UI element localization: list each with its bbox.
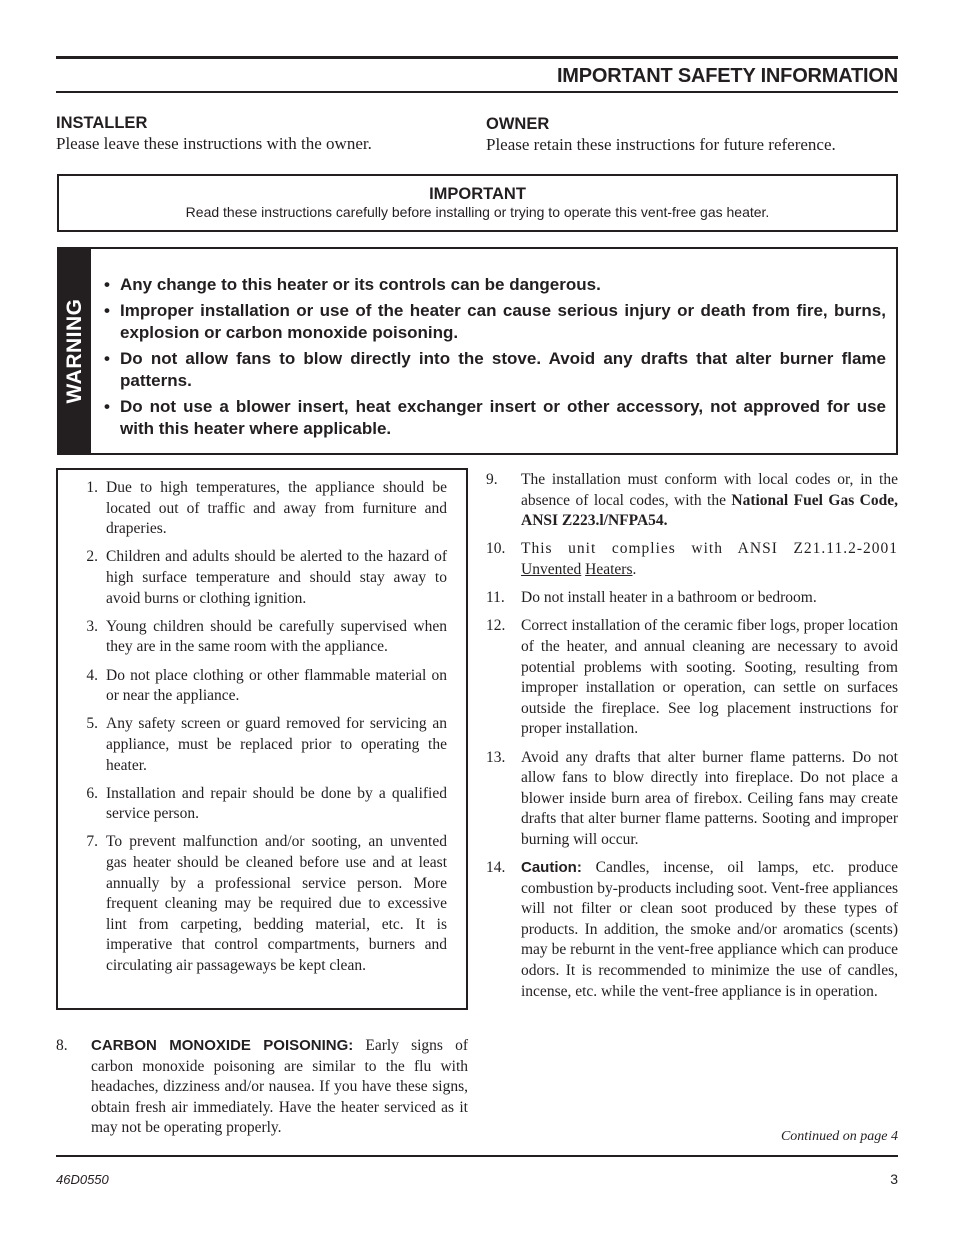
- bottom-rule: [56, 1155, 898, 1157]
- owner-text: Please retain these instructions for future reference.: [486, 135, 836, 154]
- co-poisoning-heading: CARBON MONOXIDE POISONING:: [91, 1037, 354, 1054]
- item-number: 14.: [486, 859, 506, 877]
- list-item: 12. Correct installation of the ceramic fiber logs, proper location of the heater, and annual cleaning are necessary to avoid potential problems with sooting. Sooting, resulting from improper installation or operation, can settle on surfaces outside the fireplace. See log placement instructions for proper installation.: [486, 617, 898, 738]
- item-number: 11.: [486, 589, 505, 607]
- title-rule: [56, 91, 898, 93]
- installer-text: Please leave these instructions with the owner.: [56, 134, 372, 153]
- item-number: 6.: [86, 784, 98, 802]
- important-notice: [57, 174, 898, 232]
- installer-heading: INSTALLER: [56, 114, 148, 132]
- item-number: 7.: [86, 833, 98, 851]
- co-poisoning-item: [56, 1036, 468, 1139]
- item-number: 2.: [86, 548, 98, 566]
- item-number: 10.: [486, 540, 506, 558]
- page-number: 3: [890, 1171, 898, 1187]
- warning-list: [104, 274, 886, 444]
- list-item: 9. The installation must conform with local codes or, in the absence of local codes, with the National Fuel Gas Code, ANSI Z223.l/NFPA54.: [486, 471, 898, 530]
- page-title: IMPORTANT SAFETY INFORMATION: [556, 65, 898, 87]
- item-number: 8.: [56, 1037, 68, 1054]
- bullet-icon: •: [104, 301, 110, 320]
- list-item: 4. Do not place clothing or other flammable material on or near the appliance.: [83, 666, 447, 707]
- item-number: 13.: [486, 748, 506, 766]
- list-item: 11. Do not install heater in a bathroom or bedroom.: [486, 588, 898, 609]
- item-number: 12.: [486, 617, 506, 635]
- important-title: IMPORTANT: [429, 185, 526, 203]
- bullet-icon: •: [104, 349, 110, 368]
- list-item: 13. Avoid any drafts that alter burner flame patterns. Do not allow fans to blow directly into fireplace. Do not place a blower inside burn area of firebox. Ceiling fans may create drafts that alter burner flame patterns. Sooting and improper burning will occur.: [486, 748, 898, 848]
- safety-list-box: [56, 468, 468, 1010]
- warning-band: [59, 249, 91, 453]
- warning-item: • Do not use a blower insert, heat exchanger insert or other accessory, not approved for use with this heater where applicable.: [104, 397, 886, 438]
- owner-heading: OWNER: [486, 115, 550, 133]
- bullet-icon: •: [104, 275, 110, 294]
- item-number: 5.: [86, 715, 98, 733]
- continued-note: Continued on page 4: [780, 1129, 898, 1144]
- warning-box: [57, 247, 898, 455]
- list-item: 2. Children and adults should be alerted to the hazard of high surface temperature and should stay away to avoid burns or clothing ignition.: [83, 547, 447, 609]
- list-item: 6. Installation and repair should be done by a qualified service person.: [83, 784, 447, 825]
- item-number: 3.: [86, 617, 98, 635]
- code-reference: National Fuel Gas Code, ANSI Z223.l/NFPA54.: [521, 491, 898, 530]
- safety-list-left: [83, 478, 447, 984]
- item-number: 1.: [86, 479, 98, 496]
- important-text: Read these instructions carefully before installing or trying to operate this vent-free gas heater.: [185, 204, 770, 220]
- list-item: 5. Any safety screen or guard removed for servicing an appliance, must be replaced prior to operating the heater.: [83, 714, 447, 776]
- list-item: 8. CARBON MONOXIDE POISONING: Early signs of carbon monoxide poisoning are similar to the flu with headaches, dizziness and/or nausea. If you have these signs, obtain fresh air immediately. Have the heater serviced as it may not be operating properly.: [56, 1037, 468, 1137]
- document-id: 46D0550: [56, 1172, 109, 1187]
- item-number: 4.: [86, 666, 98, 684]
- list-item: 7. To prevent malfunction and/or sooting, an unvented gas heater should be cleaned before use and at least annually by a professional service person. More frequent cleaning may be required due to excessive lint from carpeting, bedding material, etc. It is imperative that control compartments, burners and circulating air passageways be kept clean.: [83, 832, 447, 976]
- list-item: 10. This unit complies with ANSI Z21.11.2-2001 Unvented Heaters.: [486, 540, 898, 578]
- top-rule: [56, 56, 898, 59]
- warning-item: • Do not allow fans to blow directly into the stove. Avoid any drafts that alter burner flame patterns.: [104, 349, 886, 390]
- warning-item: • Any change to this heater or its controls can be dangerous.: [104, 275, 601, 294]
- item-number: 9.: [486, 471, 498, 488]
- list-item: 3. Young children should be carefully supervised when they are in the same room with the appliance.: [83, 617, 447, 658]
- bullet-icon: •: [104, 397, 110, 416]
- warning-item: • Improper installation or use of the heater can cause serious injury or death from fire, burns, explosion or carbon monoxide poisoning.: [104, 301, 886, 342]
- warning-label: WARNING: [63, 298, 86, 404]
- safety-list-right: [486, 470, 898, 1010]
- list-item: 14. Caution: Candles, incense, oil lamps, etc. produce combustion by-products including soot. Vent-free appliances will not filter or clean soot produced by these types of products. In addition, the smoke and/or aromatics (scents) may be reburnt in the vent-free appliance which can produce odors. It is recommended to minimize the use of candles, incense, etc. while the vent-free appliance is in operation.: [486, 859, 898, 1000]
- caution-label: Caution:: [521, 859, 582, 877]
- list-item: 1. Due to high temperatures, the appliance should be located out of traffic and away from furniture and draperies.: [83, 478, 447, 540]
